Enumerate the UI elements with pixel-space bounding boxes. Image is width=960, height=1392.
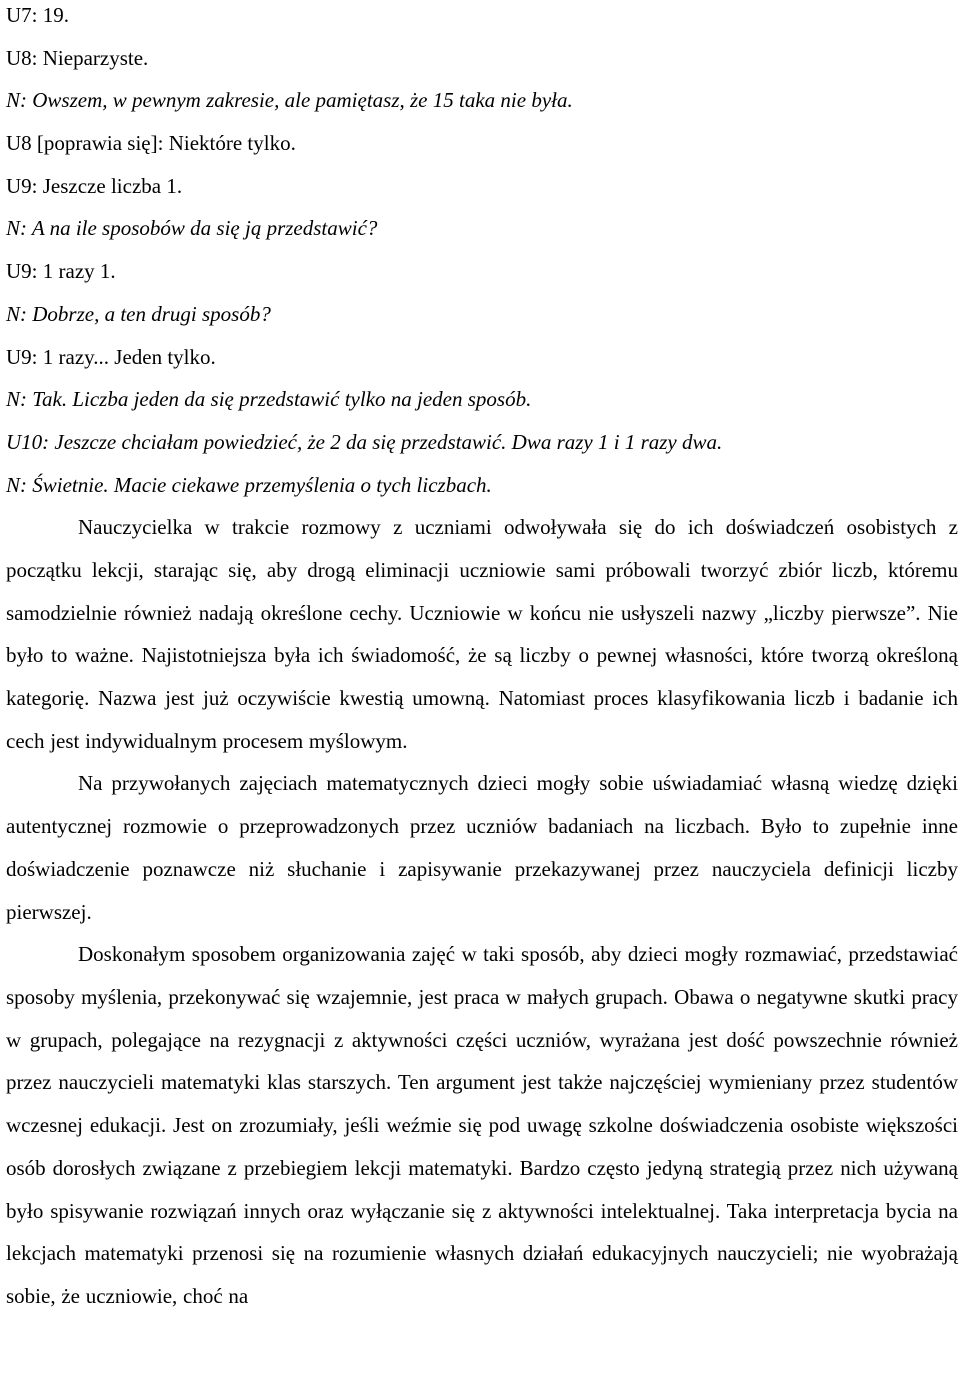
dialogue-line: N: Owszem, w pewnym zakresie, ale pamiętasz, że 15 taka nie była. bbox=[6, 88, 573, 113]
dialogue-line: N: A na ile sposobów da się ją przedstawić? bbox=[6, 216, 378, 241]
dialogue-line: U10: Jeszcze chciałam powiedzieć, że 2 da się przedstawić. Dwa razy 1 i 1 razy dwa. bbox=[6, 429, 723, 454]
dialogue-line: U9: Jeszcze liczba 1. bbox=[6, 173, 183, 198]
body-paragraph: Nauczycielka w trakcie rozmowy z uczniami odwoływała się do ich doświadczeń osobistych z początku lekcji, starając się, aby drogą eliminacji uczniowie sami próbowali tworzyć zbiór liczb, któremu samodzielnie również nadają określone cechy. Uczniowie w końcu nie usłyszeli nazwy „liczby pierwsze”. Nie było to ważne. Najistotniejsza była ich świadomość, że są liczby o pewnej własności, które tworzą określoną kategorię. Nazwa jest już oczywiście kwestią umowną. Natomiast proces klasyfikowania liczb i badanie ich cech jest indywidualnym procesem myślowym. bbox=[6, 515, 958, 753]
dialogue-line: U8 [poprawia się]: Niektóre tylko. bbox=[6, 131, 296, 156]
dialogue-line: N: Tak. Liczba jeden da się przedstawić tylko na jeden sposób. bbox=[6, 387, 532, 412]
dialogue-line: U8: Nieparzyste. bbox=[6, 45, 149, 70]
body-paragraph: Doskonałym sposobem organizowania zajęć w taki sposób, aby dzieci mogły rozmawiać, przedstawiać sposoby myślenia, przekonywać się wzajemnie, jest praca w małych grupach. Obawa o negatywne skutki pracy w grupach, polegające na rezygnacji z aktywności części uczniów, wyrażana jest dość powszechnie również przez nauczycieli matematyki klas starszych. Ten argument jest także najczęściej wymieniany przez studentów wczesnej edukacji. Jest on zrozumiały, jeśli weźmie się pod uwagę szkolne doświadczenia osobiste większości osób dorosłych związane z przebiegiem lekcji matematyki. Bardzo często jedyną strategią przez nich używaną było spisywanie rozwiązań innych oraz wyłączanie się z aktywności intelektualnej. Taka interpretacja bycia na lekcjach matematyki przenosi się na rozumienie własnych działań edukacyjnych nauczycieli; nie wyobrażają sobie, że uczniowie, choć na bbox=[6, 942, 958, 1308]
dialogue-line: U9: 1 razy 1. bbox=[6, 259, 116, 284]
dialogue-line: U7: 19. bbox=[6, 3, 69, 27]
document-page bbox=[6, 0, 958, 1318]
dialogue-transcript bbox=[6, 0, 958, 506]
body-paragraph: Na przywołanych zajęciach matematycznych dzieci mogły sobie uświadamiać własną wiedzę dzięki autentycznej rozmowie o przeprowadzonych przez uczniów badaniach na liczbach. Było to zupełnie inne doświadczenie poznawcze niż słuchanie i zapisywanie przekazywanej przez nauczyciela definicji liczby pierwszej. bbox=[6, 771, 958, 924]
dialogue-line: N: Świetnie. Macie ciekawe przemyślenia o tych liczbach. bbox=[6, 472, 492, 497]
dialogue-line: U9: 1 razy... Jeden tylko. bbox=[6, 344, 216, 369]
dialogue-line: N: Dobrze, a ten drugi sposób? bbox=[6, 301, 271, 326]
